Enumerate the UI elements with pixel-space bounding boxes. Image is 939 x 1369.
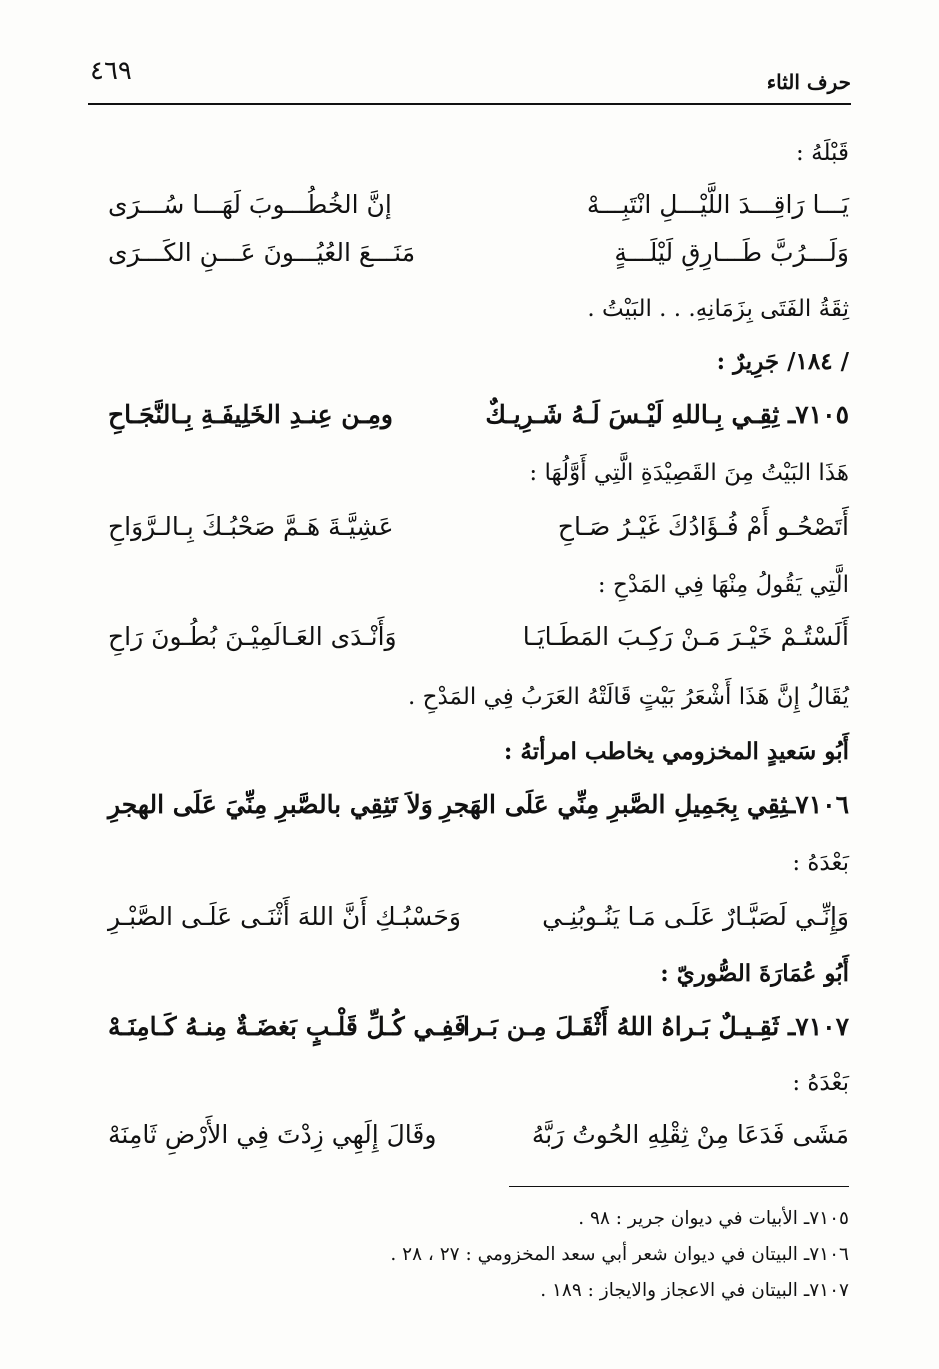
hemistich-right: أَتَصْحُـو أَمْ فُـؤَادُكَ غَيْـرُ صَـاحِ (557, 512, 849, 541)
footnote-rule (509, 1186, 849, 1187)
hemistich-left: وَلاَ تَثِقِي بالصَّبرِ مِنِّيَ عَلَى الهجرِ (108, 790, 433, 819)
footnote-7106: ٧١٠٦ـ البيتان في ديوان شعر أبي سعد المخزومي : ٢٧ ، ٢٨ . (390, 1244, 849, 1265)
running-head: حرف الثاء (766, 70, 851, 94)
hemistich-left: ومِـن عِنـدِ الخَلِيفَـةِ بِـالنَّجَـاحِ (108, 400, 394, 429)
hemistich-left: مَنَـــعَ العُيُـــونَ عَـــنِ الكَـــرَى (108, 238, 416, 267)
text-yuqalu: يُقَالُ إِنَّ هَذَا أَشْعَرُ بَيْتٍ قَالَتْهُ العَرَبُ فِي المَدْحِ . (407, 684, 849, 710)
verse-inni (108, 902, 849, 942)
page-number: ٤٦٩ (90, 56, 132, 86)
text-allati-yaqulu: الَّتِي يَقُولُ مِنْهَا فِي المَدْحِ : (597, 572, 849, 598)
hemistich-left: وَحَسْبُـكِ أَنَّ اللهَ أَثْنَـى عَلَـى الصَّبْـرِ (108, 902, 461, 931)
footnote-7105: ٧١٠٥ـ الأبيات في ديوان جرير : ٩٨ . (578, 1208, 849, 1229)
verse-alastum (108, 622, 849, 662)
verse-masha (108, 1120, 849, 1160)
verse-number: ٧١٠٥ـ (787, 400, 849, 429)
header-rule (88, 103, 851, 105)
hemistich-right: ثِقِـي بِـاللهِ لَيْـسَ لَـهُ شَـرِيـكٌ (485, 400, 780, 429)
text-badahu-1: بَعْدَهُ : (792, 850, 849, 876)
footnote-7107: ٧١٠٧ـ البيتان في الاعجاز والايجاز : ١٨٩ . (540, 1280, 849, 1301)
hemistich-right: وَإِنِّـي لَصَبَّـارٌ عَلَـى مَـا يَنُـوبُنِـي (542, 902, 849, 931)
hemistich-right: مَشَى فَدَعَا مِنْ ثِقْلِهِ الحُوتُ رَبَّهُ (531, 1120, 849, 1149)
verse-7105 (108, 400, 849, 440)
verse-7107 (108, 1012, 849, 1052)
intro-qablahu: قَبْلَهُ : (796, 140, 849, 166)
hemistich-right: وَلَـــرُبَّ طَـــارِقِ لَيْلَـــةٍ (614, 238, 849, 267)
hemistich-right: ثَقِـيـلٌ بَـراهُ اللهُ أَثْقَـلَ مِـن بَـرا (463, 1012, 780, 1041)
text-thiqat-al-fata: ثِقَةُ الفَتَى بِزَمَانِهِ. . . البَيْتُ . (587, 296, 849, 322)
poet-name-abu-umara: أَبُو عُمَارَةَ الصُّوريّ : (660, 960, 849, 987)
verse-number: ٧١٠٧ـ (787, 1012, 849, 1041)
hemistich-left: وَأَنْـدَى العَـالَمِيْـنَ بُطُـونَ رَاحِ (108, 622, 397, 651)
verse-line-2 (108, 238, 849, 278)
hemistich-left: فَفِـي كُـلِّ قَلْـبٍ بَغضَـةٌ مِنـهُ كَـامِنَـهْ (108, 1012, 467, 1041)
hemistich-right: ثِقِي بِجَمِيلِ الصَّبرِ مِنِّي عَلَى الهَجرِ (439, 790, 788, 819)
hemistich-left: إنَّ الخُطُـــوبَ لَهَـــا سُـــرَى (108, 190, 392, 219)
poet-name-jarir: / ١٨٤/ جَرِيرٌ : (716, 348, 849, 375)
verse-line-1 (108, 190, 849, 230)
hemistich-right: يَـــا رَاقِـــدَ اللَّيْـــلِ انْتَبِـــهْ (586, 190, 849, 219)
verse-number: ٧١٠٦ـ (787, 790, 849, 819)
text-badahu-2: بَعْدَهُ : (792, 1070, 849, 1096)
verse-atashu (108, 512, 849, 552)
verse-7106 (108, 790, 849, 830)
hemistich-left: وقَالَ إِلَهِي زِدْتَ فِي الأَرْضِ ثَامِنَهْ (108, 1120, 437, 1149)
hemistich-right: أَلَسْتُـمْ خَيْـرَ مَـنْ رَكِـبَ المَطَـايَـا (522, 622, 849, 651)
poet-name-abu-said: أَبُو سَعيدٍ المخزومي يخاطب امرأتهُ : (503, 738, 849, 765)
text-hadha-al-bayt: هَذَا البَيْتُ مِنَ القَصِيْدَةِ الَّتِي أَوَّلُهَا : (529, 460, 849, 486)
hemistich-left: عَشِيَّـةَ هَـمَّ صَحْبُـكَ بِـالـرَّوَاحِ (108, 512, 394, 541)
